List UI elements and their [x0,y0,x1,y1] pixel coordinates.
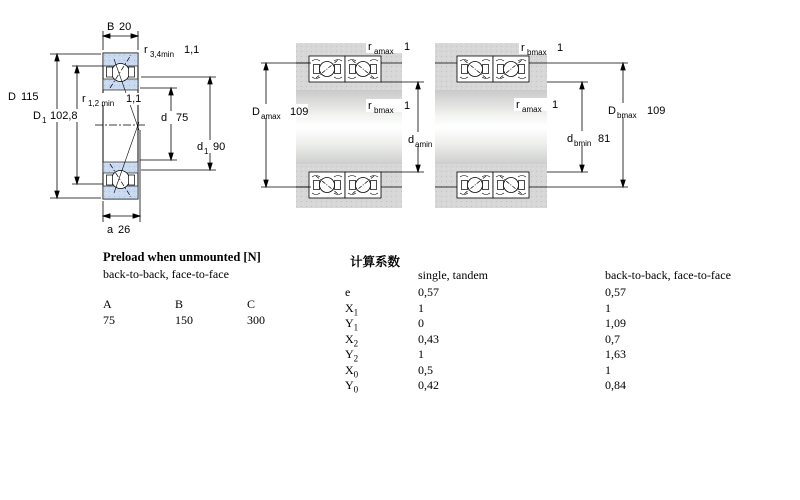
factor-value-pair: 1 [605,362,611,377]
label-ramax-value: 1 [404,41,411,53]
label-Damax-base: D [252,106,260,118]
label-damin-sub: amin [415,140,433,149]
label-rbmax-value: 1 [404,100,411,112]
preload-col-header-C: C [247,297,256,311]
arrowhead [169,88,173,95]
arrowhead [416,82,420,89]
preload-value-B: 150 [175,312,193,327]
arrowhead [416,165,420,172]
label-r12-sub: 1,2 min [88,99,115,108]
label-d1-base: d [197,141,204,153]
label-rbmax-sub: bmax [374,106,394,115]
factor-value-single: 0,42 [418,378,439,392]
factor-symbol: e [345,285,351,299]
factor-value-pair: 0,57 [605,285,626,299]
label-D-value: 115 [21,91,39,103]
label-rbmax-base: r [368,100,372,112]
factor-value-single: 0,57 [418,285,439,299]
dim-outer-diameter-D [50,54,101,198]
dim-width-B [103,31,138,50]
label-r34-base: r [144,44,148,56]
factors-corner-cell [345,268,418,285]
factor-value-pair: 0,84 [605,378,626,392]
arrowhead [55,54,59,61]
preload-col-header-A: A [103,297,112,311]
preload-subtitle: back-to-back, face-to-face [103,267,229,281]
factor-symbol: Y [345,316,354,330]
factor-row-label [345,347,418,363]
label-Damax-value: 109 [290,106,309,118]
arrowhead [133,214,140,218]
label-damin-base: d [408,134,415,146]
label-rbmax-value: 1 [557,42,564,54]
factor-value-pair: 1 [605,300,611,315]
label-d1-sub: 1 [204,147,209,156]
bearing-pair-top [309,56,381,82]
factor-row-label [345,378,418,394]
arrowhead [55,191,59,198]
bearing-lower-section [103,162,138,199]
factor-row-label [345,301,418,317]
factors-col-header-single: single, tandem [418,268,488,282]
factors-title: 计算系数 [350,255,401,269]
arrowhead [75,66,79,73]
arrowhead [264,180,268,187]
factor-value-single: 0,5 [418,362,433,377]
bearing-pair-bottom [309,172,381,198]
arrowhead [264,63,268,70]
label-ramax-base: r [516,99,520,111]
label-ramax-value: 1 [552,99,559,111]
factor-symbol: Y [345,347,354,361]
label-dbmin-sub: bmin [574,139,592,148]
label-dbmin-base: d [567,133,574,145]
label-D-base: D [8,91,16,103]
label-ramax-sub: amax [374,47,394,56]
factor-symbol-sub: 0 [353,384,359,395]
preload-col-header-B: B [175,297,184,311]
label-B-value: 20 [119,21,132,33]
factor-symbol-sub: 2 [353,337,359,348]
label-a-base: a [107,224,114,236]
arrowhead [621,180,625,187]
label-rbmax-sub: bmax [527,48,547,57]
bearing-pair-top [457,56,529,82]
factor-row-label [345,332,418,348]
preload-table [103,297,319,328]
factor-row-label [345,363,418,379]
factor-symbol: X [345,331,354,346]
arrowhead [75,177,79,184]
label-d-base: d [161,112,168,124]
factor-symbol-sub: 2 [353,353,359,364]
arrowhead [580,82,584,89]
factor-value-single: 0 [418,316,424,330]
arrowhead [103,34,110,38]
factor-symbol-sub: 1 [353,306,359,317]
label-d-value: 75 [176,112,189,124]
arrowhead [169,153,173,160]
factor-value-pair: 0,7 [605,331,620,346]
factor-value-single: 0,43 [418,331,439,346]
factor-symbol: Y [345,378,354,392]
arrowhead [131,34,138,38]
arrowhead [103,214,110,218]
bearing-pair-bottom [457,172,529,198]
factor-row-label [345,285,418,301]
label-Dbmax-sub: bmax [617,111,637,120]
factor-value-pair: 1,63 [605,347,626,361]
factor-symbol-sub: 1 [353,322,359,333]
factors-table [345,268,775,394]
preload-value-C: 300 [247,312,265,327]
label-rbmax-base: r [521,42,525,54]
label-ramax-sub: amax [522,105,542,114]
arrowhead [621,63,625,70]
label-D1-sub: 1 [42,116,47,125]
arrowhead [580,165,584,172]
dim-dbmin [547,82,588,172]
factor-symbol: X [345,362,354,377]
factor-row-label [345,316,418,332]
label-a-value: 26 [118,224,131,236]
label-dbmin-value: 81 [598,133,611,145]
bearing-cross-section-diagram [8,21,231,236]
arrangement-diagram-2 [435,41,668,208]
label-ramax-base: r [368,41,372,53]
label-d1-value: 90 [213,141,226,153]
label-B-base: B [107,21,115,33]
label-Dbmax-base: D [608,105,616,117]
factor-value-single: 1 [418,347,424,361]
preload-title: Preload when unmounted [N] [103,250,261,264]
label-D1-value: 102,8 [50,110,78,122]
label-D1-base: D [33,110,41,122]
factor-value-pair: 1,09 [605,316,626,330]
label-r12-value: 1,1 [126,93,142,105]
arrowhead [208,77,212,84]
arrowhead [208,163,212,170]
label-r12-base: r [82,93,86,105]
arrangement-diagram-1 [250,40,458,208]
label-r34-value: 1,1 [184,44,200,56]
factor-symbol: X [345,300,354,315]
label-Dbmax-value: 109 [647,105,666,117]
bearing-upper-section [103,53,138,90]
factors-col-header-pair: back-to-back, face-to-face [605,268,731,282]
label-Damax-sub: amax [261,112,281,121]
factor-value-single: 1 [418,300,424,315]
preload-value-A: 75 [103,312,115,327]
label-r34-sub: 3,4min [150,50,175,59]
factor-symbol-sub: 0 [353,368,359,379]
